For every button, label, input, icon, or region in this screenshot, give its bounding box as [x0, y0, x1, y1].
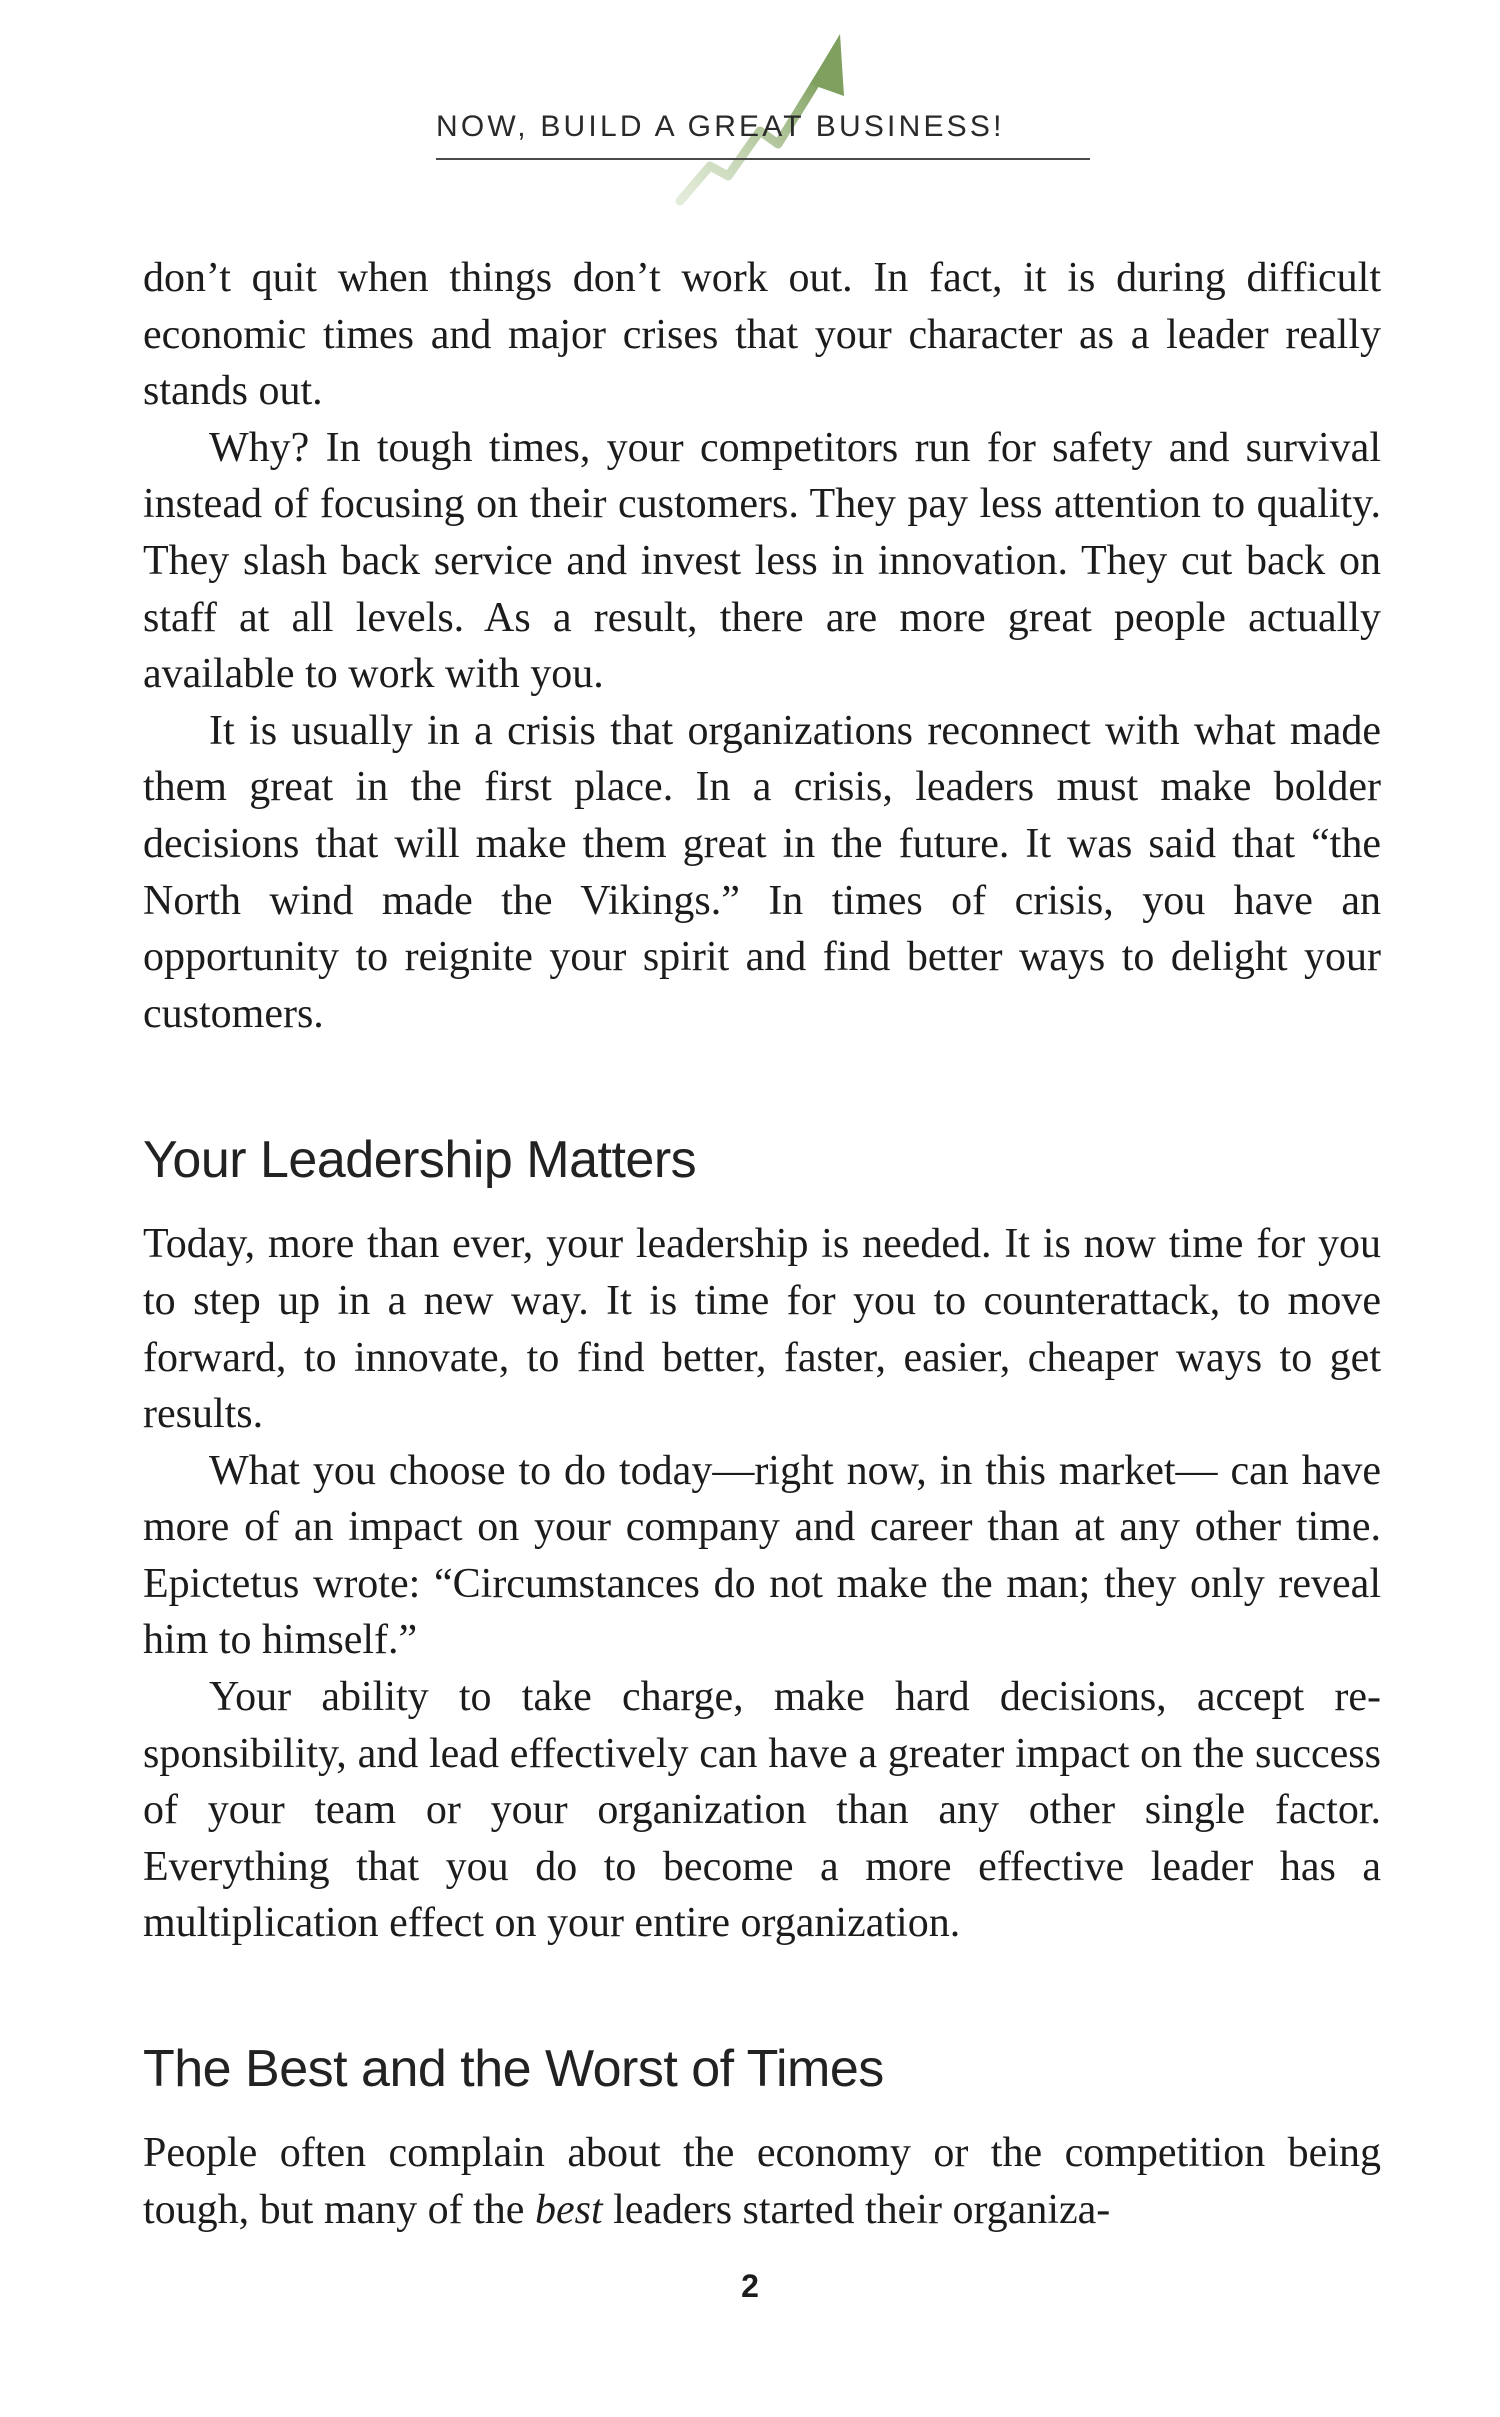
page-number: 2: [741, 2268, 759, 2304]
paragraph-4: Today, more than ever, your leadership is needed. It is now time for you to step up in a new way. It is time for you to counterattack, to move forward, to innovate, to find better, faster, easier, cheaper ways to get results.: [143, 1221, 1381, 1438]
paragraph-2: Why? In tough times, your competitors run for safety and survival instead of focusing on their customers. They pay less attention to quality. They slash back service and invest less in innovation. They cut back on staff at all levels. As a result, there are more great people actually available to work with you.: [143, 424, 1381, 698]
paragraph-7-emphasis: best: [534, 2186, 603, 2233]
paragraph-7-start: People often complain about the economy or the competition being tough, but many of the: [143, 2130, 1381, 2233]
paragraph-1: don’t quit when things don’t work out. In fact, it is during difficult economic times and major crises that your character as a leader really stands out.: [143, 255, 1381, 415]
section-heading-leadership: Your Leadership Matters: [143, 1131, 697, 1190]
paragraph-7-end: leaders started their organiza-: [602, 2186, 1111, 2233]
section-heading-best-worst: The Best and the Worst of Times: [143, 2040, 884, 2099]
body-text: [143, 250, 1381, 2238]
paragraph-3: It is usually in a crisis that organizations reconnect with what made them great in the first place. In a crisis, leaders must make bolder decisions that will make them great in the future. It was said that “the North wind made the Vikings.” In times of crisis, you have an opportunity to reignite your spirit and find better ways to delight your customers.: [143, 707, 1381, 1037]
paragraph-5: What you choose to do today—right now, in this market— can have more of an impact on your company and career than at any other time. Epictetus wrote: “Circumstances do not make the man; they only reveal him to himself.”: [143, 1447, 1381, 1664]
paragraph-6: Your ability to take charge, make hard decisions, accept responsibility, and lead effectively can have a greater impact on the success of your team or your organization than any other single factor. Everything that you do to become a more effective leader has a multiplication effect on your entire organization.: [143, 1674, 1381, 1947]
paragraph-7: [143, 2125, 1381, 2238]
running-head-title: NOW, BUILD A GREAT BUSINESS!: [436, 110, 1005, 143]
running-head-rule: [436, 158, 1090, 160]
running-head: [436, 110, 1086, 180]
